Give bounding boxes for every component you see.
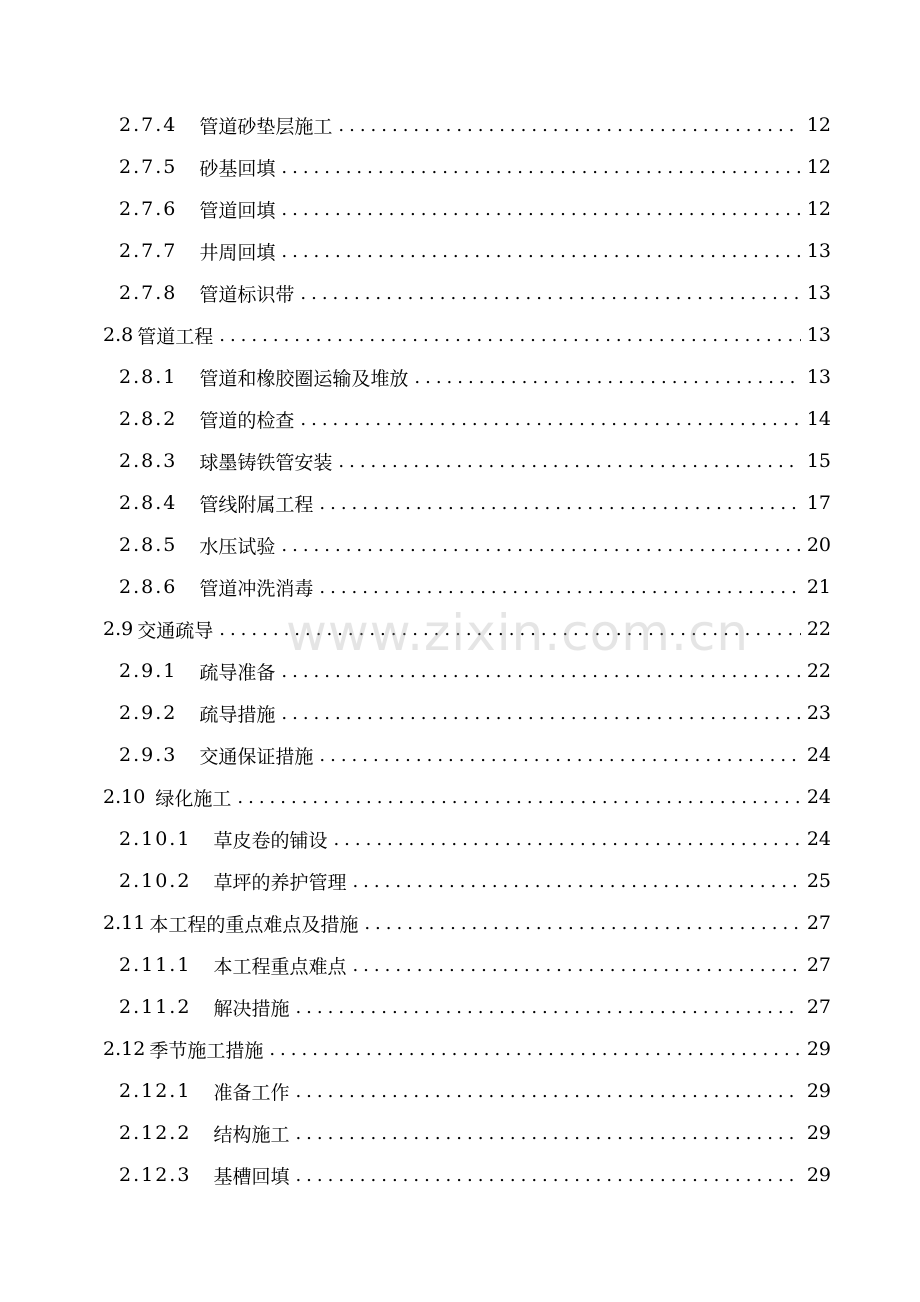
toc-dot-leader	[319, 577, 801, 598]
toc-entry[interactable]	[0, 776, 920, 818]
toc-entry[interactable]	[0, 860, 920, 902]
toc-entry[interactable]	[0, 902, 920, 944]
toc-entry-number: 2.9	[103, 618, 134, 640]
toc-entry-page: 29	[806, 1080, 831, 1102]
toc-entry-number: 2.8.1	[119, 366, 178, 388]
toc-dot-leader	[219, 325, 801, 346]
toc-entry-page: 13	[806, 366, 831, 388]
toc-entry-number: 2.9.3	[119, 744, 178, 766]
toc-entry[interactable]	[0, 692, 920, 734]
toc-entry[interactable]	[0, 1070, 920, 1112]
toc-entry-page: 29	[806, 1122, 831, 1144]
toc-entry[interactable]	[0, 944, 920, 986]
toc-entry-page: 12	[806, 198, 831, 220]
toc-entry[interactable]	[0, 188, 920, 230]
toc-entry[interactable]	[0, 398, 920, 440]
toc-entry[interactable]	[0, 608, 920, 650]
toc-entry-number: 2.9.2	[119, 702, 178, 724]
toc-entry-title: 本工程的重点难点及措施	[149, 913, 359, 936]
toc-entry-number: 2.8.6	[119, 576, 178, 598]
toc-entry-page: 24	[806, 828, 831, 850]
toc-entry-title: 管道砂垫层施工	[199, 115, 333, 138]
toc-entry-page: 20	[806, 534, 831, 556]
toc-entry[interactable]	[0, 146, 920, 188]
toc-entry-page: 17	[806, 492, 831, 514]
toc-entry-number: 2.7.5	[119, 156, 178, 178]
toc-dot-leader	[281, 241, 801, 262]
toc-entry-title: 疏导措施	[199, 703, 276, 726]
toc-entry-number: 2.10	[103, 786, 152, 808]
toc-dot-leader	[364, 913, 801, 934]
toc-entry-page: 21	[806, 576, 831, 598]
toc-entry-number: 2.7.8	[119, 282, 178, 304]
toc-dot-leader	[281, 703, 801, 724]
toc-dot-leader	[319, 745, 801, 766]
toc-entry-number: 2.12.2	[119, 1122, 192, 1144]
toc-dot-leader	[295, 1081, 801, 1102]
toc-entry-number: 2.8.3	[119, 450, 178, 472]
toc-entry-number: 2.8.2	[119, 408, 178, 430]
toc-entry-page: 13	[806, 324, 831, 346]
toc-entry-number: 2.12.1	[119, 1080, 192, 1102]
toc-entry-page: 27	[806, 912, 831, 934]
toc-entry-number: 2.12	[103, 1038, 146, 1060]
toc-entry-number: 2.8	[103, 324, 134, 346]
toc-entry-title: 管道回填	[199, 199, 276, 222]
toc-dot-leader	[281, 661, 801, 682]
toc-dot-leader	[281, 157, 801, 178]
toc-entry[interactable]	[0, 104, 920, 146]
toc-entry-page: 22	[806, 660, 831, 682]
toc-entry[interactable]	[0, 440, 920, 482]
toc-entry-title: 管线附属工程	[199, 493, 314, 516]
toc-entry-title: 季节施工措施	[149, 1039, 264, 1062]
toc-entry[interactable]	[0, 314, 920, 356]
toc-entry-title: 准备工作	[213, 1081, 290, 1104]
toc-entry-title: 砂基回填	[199, 157, 276, 180]
toc-entry-number: 2.11.2	[119, 996, 192, 1018]
toc-dot-leader	[295, 997, 801, 1018]
toc-entry-title: 水压试验	[199, 535, 276, 558]
toc-entry[interactable]	[0, 986, 920, 1028]
toc-dot-leader	[319, 493, 801, 514]
toc-entry-number: 2.12.3	[119, 1164, 192, 1186]
toc-entry-title: 管道工程	[137, 325, 214, 348]
toc-entry-title: 井周回填	[199, 241, 276, 264]
toc-entry-number: 2.10.2	[119, 870, 192, 892]
toc-entry-number: 2.11	[103, 912, 146, 934]
toc-entry-number: 2.8.4	[119, 492, 178, 514]
toc-entry-page: 13	[806, 282, 831, 304]
toc-entry-title: 草坪的养护管理	[213, 871, 347, 894]
toc-entry-number: 2.9.1	[119, 660, 178, 682]
watermark: www.zixin.com.cn	[286, 604, 750, 662]
toc-dot-leader	[300, 409, 801, 430]
toc-entry[interactable]	[0, 524, 920, 566]
toc-entry-page: 13	[806, 240, 831, 262]
toc-entry-title: 管道的检查	[199, 409, 295, 432]
toc-entry[interactable]	[0, 1028, 920, 1070]
toc-entry[interactable]	[0, 566, 920, 608]
toc-entry[interactable]	[0, 482, 920, 524]
toc-entry-number: 2.8.5	[119, 534, 178, 556]
toc-entry-page: 12	[806, 114, 831, 136]
toc-entry[interactable]	[0, 1112, 920, 1154]
toc-entry-number: 2.7.4	[119, 114, 178, 136]
toc-entry[interactable]	[0, 1154, 920, 1196]
toc-entry-page: 24	[806, 744, 831, 766]
toc-entry-title: 管道冲洗消毒	[199, 577, 314, 600]
toc-entry-page: 25	[806, 870, 831, 892]
toc-entry[interactable]	[0, 650, 920, 692]
toc-entry-page: 24	[806, 786, 831, 808]
toc-entry-title: 管道和橡胶圈运输及堆放	[199, 367, 409, 390]
toc-dot-leader	[281, 199, 801, 220]
toc-entry-number: 2.7.6	[119, 198, 178, 220]
toc-entry-title: 交通保证措施	[199, 745, 314, 768]
toc-dot-leader	[300, 283, 801, 304]
toc-entry-title: 管道标识带	[199, 283, 295, 306]
toc-dot-leader	[338, 451, 801, 472]
toc-dot-leader	[281, 535, 801, 556]
toc-dot-leader	[295, 1123, 801, 1144]
toc-dot-leader	[338, 115, 801, 136]
toc-entry-number: 2.7.7	[119, 240, 178, 262]
toc-dot-leader	[333, 829, 801, 850]
toc-dot-leader	[237, 787, 801, 808]
toc-entry[interactable]	[0, 818, 920, 860]
toc-entry-number: 2.11.1	[119, 954, 192, 976]
toc-entry-page: 27	[806, 954, 831, 976]
toc-entry-title: 草皮卷的铺设	[213, 829, 328, 852]
toc-entry-number: 2.10.1	[119, 828, 192, 850]
toc-entry-title: 解决措施	[213, 997, 290, 1020]
toc-entry-title: 疏导准备	[199, 661, 276, 684]
table-of-contents	[0, 104, 920, 1196]
toc-entry-page: 29	[806, 1038, 831, 1060]
toc-entry-title: 球墨铸铁管安装	[199, 451, 333, 474]
toc-entry[interactable]	[0, 230, 920, 272]
toc-entry-title: 绿化施工	[155, 787, 232, 810]
toc-dot-leader	[414, 367, 801, 388]
toc-entry-page: 12	[806, 156, 831, 178]
toc-entry-page: 23	[806, 702, 831, 724]
toc-entry-page: 14	[806, 408, 831, 430]
toc-entry-page: 22	[806, 618, 831, 640]
toc-entry-page: 15	[806, 450, 831, 472]
toc-dot-leader	[295, 1165, 801, 1186]
toc-entry-page: 29	[806, 1164, 831, 1186]
toc-entry-title: 交通疏导	[137, 619, 214, 642]
toc-entry-page: 27	[806, 996, 831, 1018]
toc-dot-leader	[219, 619, 801, 640]
toc-entry[interactable]	[0, 734, 920, 776]
toc-dot-leader	[269, 1039, 801, 1060]
toc-entry-title: 本工程重点难点	[213, 955, 347, 978]
toc-entry-title: 基槽回填	[213, 1165, 290, 1188]
toc-dot-leader	[352, 955, 801, 976]
toc-entry[interactable]	[0, 272, 920, 314]
toc-entry[interactable]	[0, 356, 920, 398]
toc-dot-leader	[352, 871, 801, 892]
toc-entry-title: 结构施工	[213, 1123, 290, 1146]
